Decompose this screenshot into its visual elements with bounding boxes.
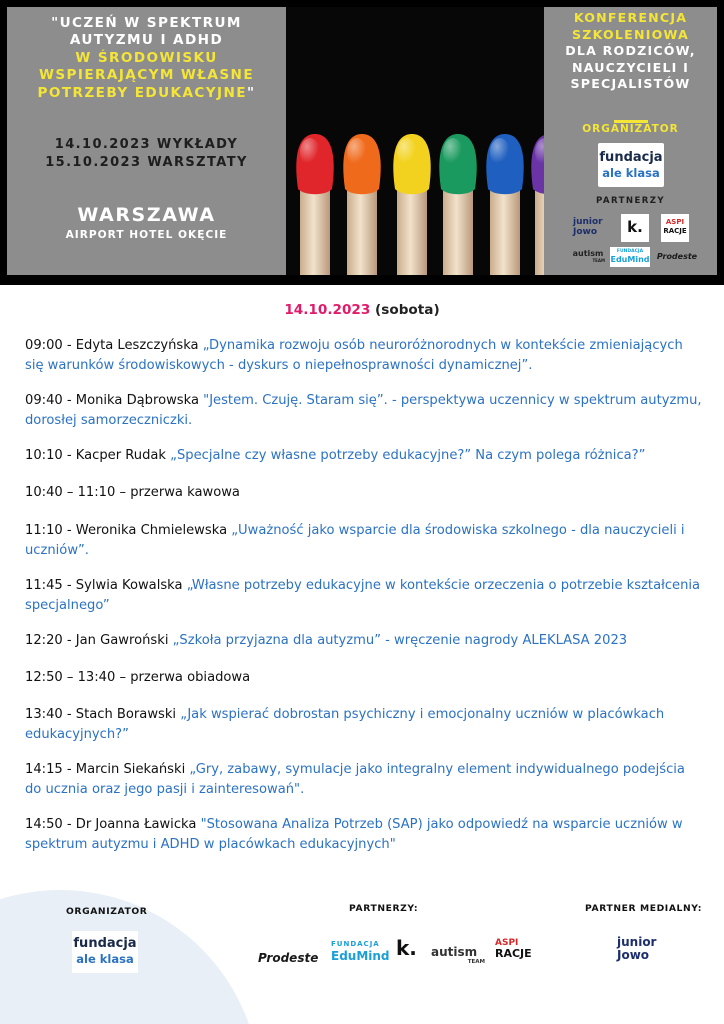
match-stick (397, 182, 427, 275)
edumind-logo (610, 247, 650, 267)
title-close-quote: " (246, 84, 256, 101)
agenda-item (25, 521, 705, 560)
header-banner (0, 0, 724, 285)
organizer-label: ORGANIZATOR (582, 123, 679, 135)
partners-label: PARTNERZY (596, 196, 665, 206)
event-venue: AIRPORT HOTEL OKĘCIE (65, 229, 228, 241)
match-stick (490, 182, 520, 275)
event-city: WARSZAWA (77, 204, 216, 226)
header-left-panel (7, 7, 286, 275)
fundacja-ale-klasa-logo (598, 143, 664, 187)
agenda-talk-title: "Stosowana Analiza Potrzeb (SAP) jako odpowiedź na wsparcie uczniów w spektrum autyzmu i ADHD w placówkach edukacyjnych" (25, 817, 683, 852)
logo-text: ASPI (665, 218, 685, 226)
title-line: "UCZEŃ W SPEKTRUM (51, 15, 242, 31)
conference-type-line: SZKOLENIOWA (572, 26, 689, 42)
agenda-speaker: 14:50 - Dr Joanna Ławicka (25, 817, 201, 832)
footer-partners-label: PARTNERZY: (349, 903, 419, 914)
aspiracje-logo (495, 938, 535, 970)
kidsmark-logo (621, 214, 649, 242)
match-head-highlight (397, 138, 417, 166)
conference-title (7, 15, 286, 102)
logo-text: TEAM (467, 959, 485, 965)
logo-text: ale klasa (602, 166, 660, 180)
logo-text: junior (573, 217, 603, 227)
logo-text: k. (627, 218, 643, 236)
agenda-talk-title: "Jestem. Czuję. Staram się”. - perspektywa uczennicy w spektrum autyzmu, dorosłej samorzeczniczki. (25, 393, 702, 428)
junior-jowo-logo (573, 217, 607, 241)
agenda-item (25, 815, 705, 854)
agenda-speaker: 09:40 - Monika Dąbrowska (25, 393, 204, 408)
match-stick (535, 182, 544, 275)
edumind-logo (331, 940, 389, 972)
agenda-talk-title: „Gry, zabawy, symulacje jako integralny element indywidualnego podejścia do ucznia oraz jego pasji i zainteresowań". (25, 762, 685, 797)
program-sheet (0, 285, 724, 1024)
logo-text: EduMind (610, 255, 650, 264)
kidsmark-logo (396, 934, 426, 970)
audience-line: DLA RODZICÓW, (565, 43, 696, 58)
agenda-talk-title: „Dynamika rozwoju osób neuroróżnorodnych w kontekście zmieniających się warunków środowiskowych - dyskurs o niepełnosprawności dynamicznej”. (25, 338, 683, 373)
agenda-item (25, 446, 705, 466)
aspiracje-logo (661, 214, 689, 242)
target-audience (544, 43, 717, 93)
audience-line: SPECJALISTÓW (570, 76, 691, 91)
agenda-speaker: 10:40 – 11:10 – przerwa kawowa (25, 485, 240, 500)
matches-photo (286, 7, 544, 275)
agenda-talk-title: „Uważność jako wsparcie dla środowiska szkolnego - dla nauczycieli i uczniów”. (25, 523, 685, 558)
logo-text: ale klasa (76, 952, 134, 966)
logo-text: RACJE (663, 227, 687, 235)
autism-team-logo (431, 945, 489, 971)
agenda-talk-title: „Specjalne czy własne potrzeby edukacyjne?” Na czym polega różnica?” (170, 448, 646, 463)
event-dates (7, 136, 286, 172)
agenda-talk-title: „Własne potrzeby edukacyjne w kontekście orzeczenia o potrzebie kształcenia specjalnego” (25, 578, 701, 613)
logo-text: Jowo (617, 948, 650, 962)
agenda-speaker: 14:15 - Marcin Siekański (25, 762, 190, 777)
match-stick (443, 182, 473, 275)
agenda-speaker: 09:00 - Edyta Leszczyńska (25, 338, 203, 353)
logo-text: autism (572, 249, 604, 258)
date-workshops: 15.10.2023 WARSZTATY (45, 155, 248, 170)
logo-text: ASPI (495, 938, 519, 948)
logo-text: Prodeste (258, 951, 319, 965)
agenda-item (25, 705, 705, 744)
footer-organizer-label: ORGANIZATOR (66, 906, 148, 917)
logo-text: FUNDACJA (331, 940, 380, 948)
title-line-text: POTRZEBY EDUKACYJNE (37, 84, 247, 101)
agenda-speaker: 11:10 - Weronika Chmielewska (25, 523, 232, 538)
logo-text: EduMind (331, 949, 390, 963)
title-line: WSPIERAJĄCYM WŁASNE (38, 67, 255, 84)
footer-media-label: PARTNER MEDIALNY: (585, 903, 703, 914)
prodeste-logo (652, 251, 702, 265)
agenda-item (25, 483, 705, 503)
logo-text: autism (431, 945, 478, 959)
conference-type (544, 10, 717, 43)
logo-text: RACJE (495, 947, 532, 960)
match-head-highlight (347, 138, 367, 166)
conference-type-line: KONFERENCJA (573, 10, 688, 25)
day-heading (0, 302, 724, 318)
match-stick (347, 182, 377, 275)
logo-text: Jowo (573, 227, 598, 237)
agenda-talk-title: „Jak wspierać dobrostan psychiczny i emocjonalny uczniów w placówkach edukacyjnych?” (25, 707, 665, 742)
agenda-item (25, 760, 705, 799)
header-right-panel (544, 7, 717, 275)
logo-text: FUNDACJA (616, 249, 644, 254)
agenda-item (25, 631, 705, 651)
agenda-speaker: 11:45 - Sylwia Kowalska (25, 578, 187, 593)
logo-text: junior (617, 935, 657, 949)
agenda-item (25, 576, 705, 615)
match-head-highlight (300, 138, 320, 166)
title-line: AUTYZMU I ADHD (69, 32, 224, 49)
logo-text: TEAM (592, 258, 605, 263)
logo-text: fundacja (73, 936, 137, 951)
agenda-speaker: 12:50 – 13:40 – przerwa obiadowa (25, 670, 251, 685)
title-line (7, 85, 286, 102)
logo-text: k. (396, 936, 417, 960)
colored-matches-illustration (286, 7, 544, 275)
day-name: (sobota) (370, 302, 440, 318)
agenda-speaker: 10:10 - Kacper Rudak (25, 448, 171, 463)
audience-line: NAUCZYCIELI I (571, 59, 690, 75)
fundacja-ale-klasa-logo (72, 931, 138, 973)
agenda-item (25, 391, 705, 430)
junior-jowo-logo (617, 936, 663, 968)
logo-text: Prodeste (656, 252, 698, 261)
match-stick (300, 182, 330, 275)
agenda-speaker: 12:20 - Jan Gawroński (25, 633, 173, 648)
match-head-highlight (443, 138, 463, 166)
agenda-item (25, 336, 705, 375)
logo-text: fundacja (599, 150, 663, 165)
match-head-highlight (490, 138, 510, 166)
autism-team-logo (571, 250, 605, 266)
title-line: W ŚRODOWISKU (75, 49, 218, 66)
day-date: 14.10.2023 (284, 302, 371, 318)
prodeste-logo (258, 948, 328, 968)
agenda-speaker: 13:40 - Stach Borawski (25, 707, 181, 722)
agenda-item (25, 668, 705, 688)
agenda-talk-title: „Szkoła przyjazna dla autyzmu” - wręczenie nagrody ALEKLASA 2023 (172, 633, 628, 648)
date-lectures: 14.10.2023 WYKŁADY (54, 137, 239, 152)
